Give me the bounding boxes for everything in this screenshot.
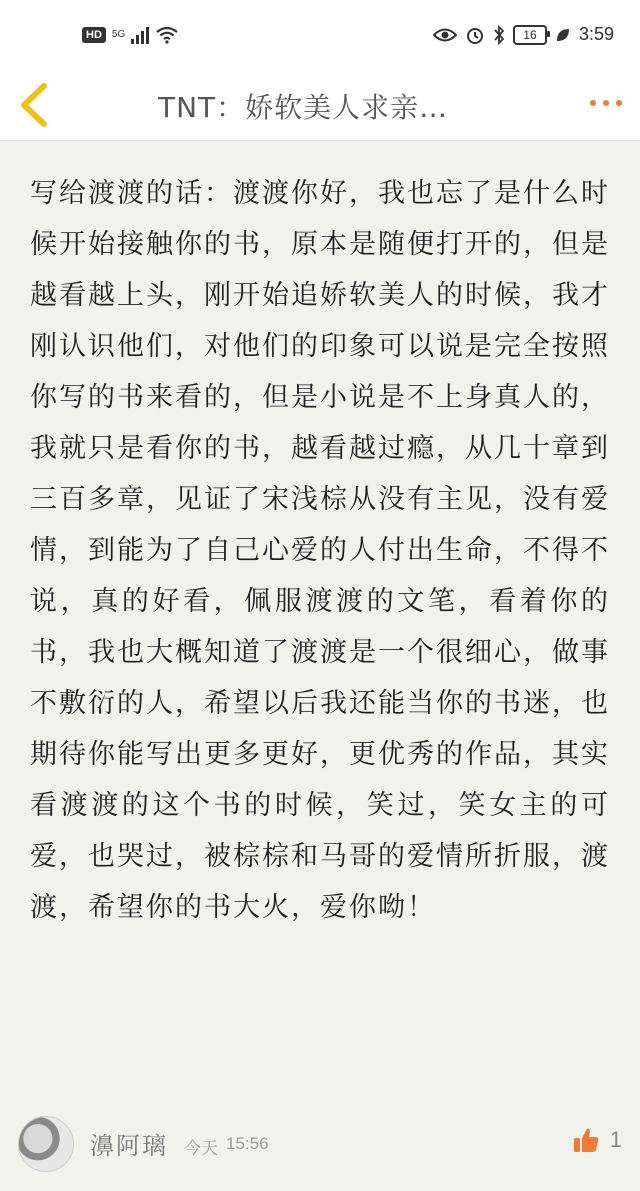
more-button[interactable] (590, 100, 622, 106)
post-time (184, 1134, 269, 1159)
status-right (433, 24, 614, 45)
like-count: 1 (609, 1127, 622, 1152)
like-button[interactable] (572, 1126, 622, 1154)
leaf-icon (555, 27, 571, 43)
back-button[interactable] (14, 80, 54, 130)
clock-time: 3:59 (578, 24, 614, 44)
battery-icon: 16 (513, 25, 547, 45)
nav-bar (0, 72, 640, 141)
bluetooth-icon (493, 25, 505, 45)
avatar[interactable] (18, 1116, 74, 1172)
page-title: TNT：娇软美人求亲… (158, 91, 449, 124)
post-content (30, 168, 610, 933)
signal-icon (131, 26, 149, 44)
wifi-icon (155, 26, 179, 44)
comment-footer (0, 1110, 640, 1191)
eye-icon (433, 26, 457, 44)
status-bar (0, 0, 640, 72)
post-text: 写给渡渡的话：渡渡你好，我也忘了是什么时候开始接触你的书，原本是随便打开的，但是越看越上头，刚开始追娇软美人的时候，我才刚认识他们，对他们的印象可以说是完全按照你写的书来看的，但是小说是不上身真人的，我就只是看你的书，越看越过瘾，从几十章到三百多章，见证了宋浅棕从没有主见，没有爱情，到能为了自己心爱的人付出生命，不得不说，真的好看，佩服渡渡的文笔，看着你的书，我也大概知道了渡渡是一个很细心，做事不敷衍的人，希望以后我还能当你的书迷，也期待你能写出更多更好，更优秀的作品，其实看渡渡的这个书的时候，笑过，笑女主的可爱，也哭过，被棕棕和马哥的爱情所折服，渡渡，希望你的书大火，爱你呦！ (30, 178, 610, 923)
more-dots-icon (590, 100, 596, 106)
chevron-left-icon (14, 80, 54, 130)
thumbs-up-icon (572, 1126, 600, 1154)
hd-badge: HD (82, 27, 106, 43)
network-label: 5G (111, 29, 126, 40)
alarm-icon (465, 25, 485, 45)
post-day: 今天 (184, 1139, 218, 1158)
post-clock: 15:56 (226, 1134, 269, 1153)
status-left (82, 26, 179, 44)
username[interactable]: 濞阿璃 (90, 1132, 168, 1160)
